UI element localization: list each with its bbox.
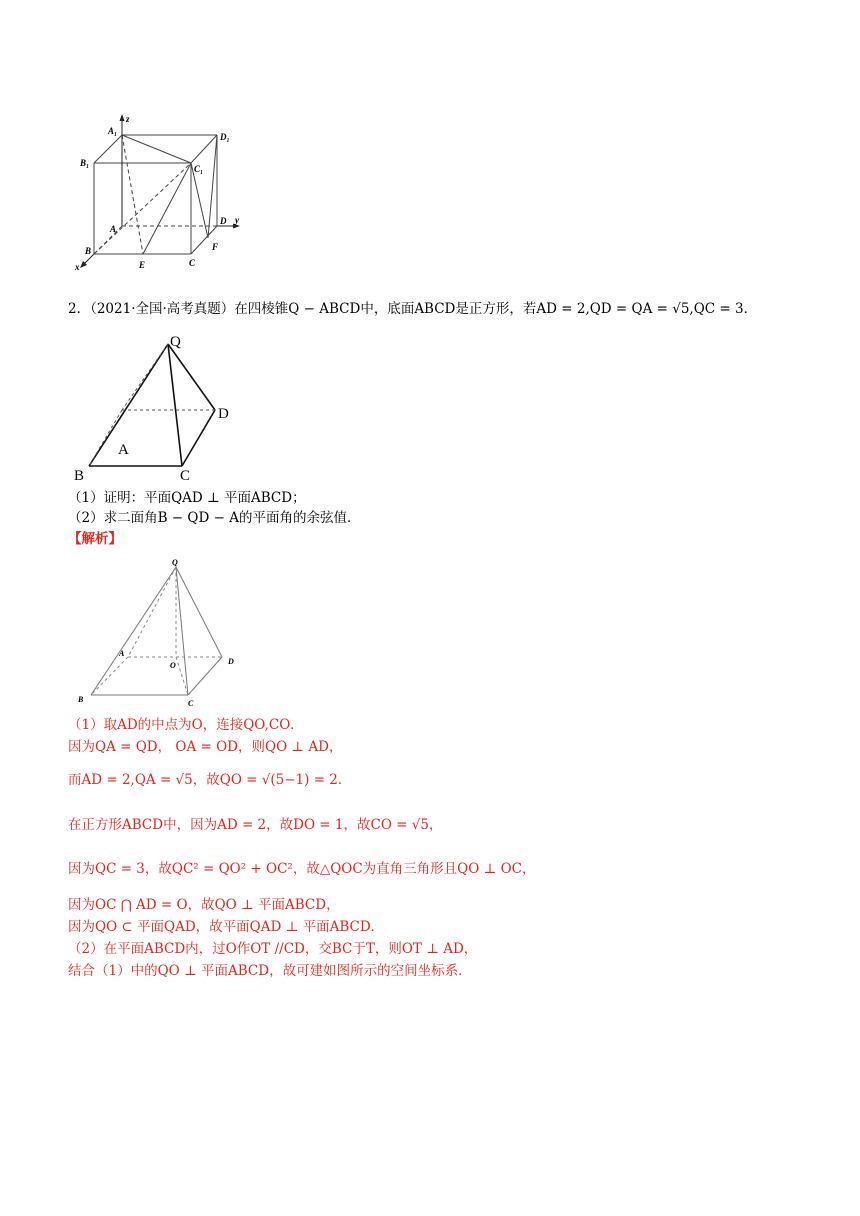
label-b: B [74, 468, 85, 482]
label-a: A [119, 649, 125, 658]
label-d: D [228, 657, 234, 666]
question-1: （1）证明：平面QAD ⊥ 平面ABCD； [68, 490, 306, 506]
solution-line: 因为OC ⋂ AD = O，故QO ⊥ 平面ABCD， [68, 897, 340, 913]
solution-line: 因为QA = QD， OA = OD，则QO ⊥ AD， [68, 739, 343, 755]
label-q: Q [172, 558, 178, 567]
solution-pyramid-figure [72, 553, 242, 709]
label-f: F [212, 242, 219, 252]
solution-line: 结合（1）中的QO ⊥ 平面ABCD，故可建如图所示的空间坐标系． [68, 963, 472, 979]
label-c1: C₁ [194, 164, 204, 174]
solution-line: 因为QO ⊂ 平面QAD，故平面QAD ⊥ 平面ABCD． [68, 919, 385, 935]
label-d1: D₁ [220, 132, 230, 142]
label-b: B [85, 246, 92, 256]
label-c: C [180, 468, 191, 482]
question-2: （2）求二面角B − QD − A的平面角的余弦值． [68, 510, 361, 526]
label-d: D [220, 216, 227, 226]
label-d: D [218, 406, 229, 422]
label-o: O [170, 661, 176, 670]
label-b1: B₁ [80, 158, 90, 168]
label-a1: A₁ [108, 126, 118, 136]
analysis-tag: 【解析】 [68, 531, 122, 547]
solution-line: （1）取AD的中点为O，连接QO,CO． [68, 717, 304, 733]
label-c: C [189, 258, 196, 268]
label-a: A [118, 442, 129, 458]
label-q: Q [170, 334, 181, 350]
label-e: E [139, 260, 146, 270]
problem-stem: 2．（2021·全国·高考真题）在四棱锥Q − ABCD中，底面ABCD是正方形，若AD = 2,QD = QA = √5,QC = 3． [68, 301, 758, 317]
solution-line: （2）在平面ABCD内，过O作OT //CD，交BC于T，则OT ⊥ AD， [68, 941, 478, 957]
cube-figure [72, 112, 242, 274]
label-c: C [188, 699, 194, 708]
solution-line: 而AD = 2,QA = √5，故QO = √(5−1) = 2． [68, 772, 352, 788]
pyramid-figure [72, 330, 242, 482]
solution-line: 因为QC = 3，故QC² = QO² + OC²，故△QOC为直角三角形且QO ⊥ OC， [68, 861, 536, 877]
label-b: B [78, 695, 84, 704]
label-z: z [126, 114, 130, 124]
solution-line: 在正方形ABCD中，因为AD = 2，故DO = 1，故CO = √5， [68, 817, 443, 833]
label-x: x [75, 262, 80, 272]
label-a: A [110, 224, 117, 234]
label-y: y [235, 215, 239, 225]
